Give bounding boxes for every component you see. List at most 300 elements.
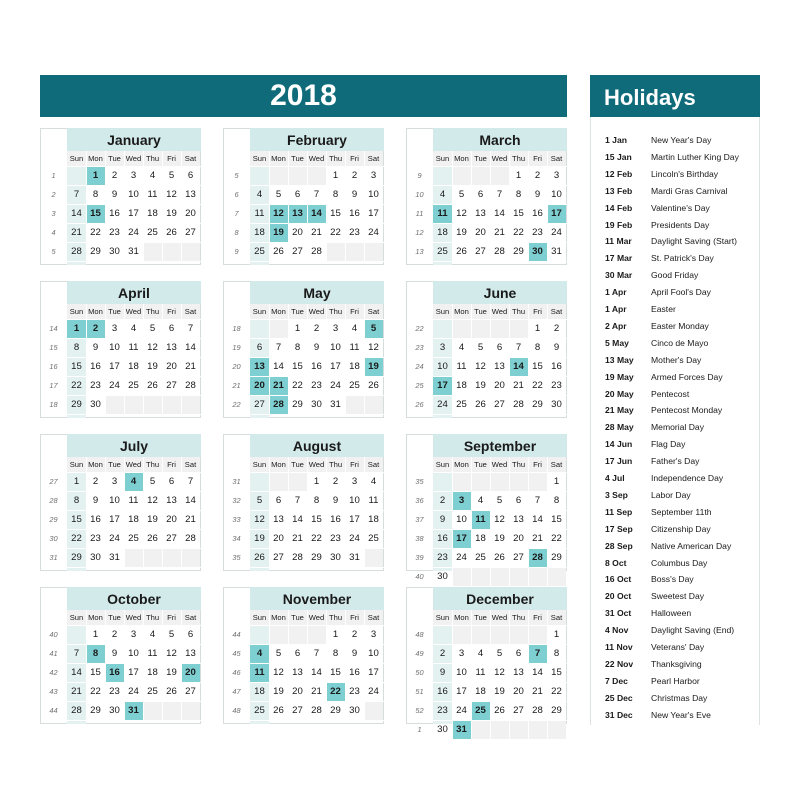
highlighted-day-cell[interactable]: 8 (86, 644, 105, 663)
day-cell[interactable]: 16 (437, 533, 448, 544)
day-cell[interactable]: 2 (351, 629, 358, 640)
day-cell[interactable]: 24 (349, 533, 360, 544)
day-cell[interactable]: 16 (330, 514, 341, 525)
day-cell[interactable]: 30 (330, 552, 341, 563)
day-cell[interactable]: 30 (90, 552, 101, 563)
day-cell[interactable]: 4 (477, 495, 484, 506)
day-cell[interactable]: 7 (313, 189, 320, 200)
highlighted-day-cell[interactable]: 19 (269, 223, 288, 242)
day-cell[interactable]: 6 (515, 648, 522, 659)
day-cell[interactable]: 25 (128, 533, 139, 544)
day-cell[interactable]: 9 (111, 648, 118, 659)
day-cell[interactable]: 1 (553, 476, 560, 487)
day-cell[interactable]: 10 (368, 189, 379, 200)
day-cell[interactable]: 17 (128, 208, 139, 219)
day-cell[interactable]: 14 (532, 667, 543, 678)
day-cell[interactable]: 8 (73, 495, 80, 506)
day-cell[interactable]: 2 (439, 495, 446, 506)
highlighted-day-cell[interactable]: 28 (269, 395, 288, 414)
day-cell[interactable]: 24 (128, 686, 139, 697)
day-cell[interactable]: 19 (273, 686, 284, 697)
day-cell[interactable]: 27 (513, 705, 524, 716)
day-cell[interactable]: 5 (149, 323, 156, 334)
day-cell[interactable]: 25 (368, 533, 379, 544)
day-cell[interactable]: 10 (330, 342, 341, 353)
day-cell[interactable]: 10 (456, 514, 467, 525)
day-cell[interactable]: 22 (292, 380, 303, 391)
day-cell[interactable]: 6 (256, 342, 263, 353)
day-cell[interactable]: 3 (332, 323, 339, 334)
day-cell[interactable]: 24 (456, 552, 467, 563)
day-cell[interactable]: 21 (71, 686, 82, 697)
day-cell[interactable]: 21 (532, 686, 543, 697)
day-cell[interactable]: 10 (551, 189, 562, 200)
highlighted-day-cell[interactable]: 20 (181, 663, 200, 682)
day-cell[interactable]: 15 (330, 208, 341, 219)
highlighted-day-cell[interactable]: 22 (326, 682, 345, 701)
day-cell[interactable]: 28 (292, 552, 303, 563)
day-cell[interactable]: 1 (294, 323, 301, 334)
day-cell[interactable]: 14 (494, 208, 505, 219)
day-cell[interactable]: 19 (494, 686, 505, 697)
day-cell[interactable]: 12 (147, 495, 158, 506)
day-cell[interactable]: 22 (330, 227, 341, 238)
day-cell[interactable]: 27 (273, 552, 284, 563)
day-cell[interactable]: 30 (311, 399, 322, 410)
day-cell[interactable]: 17 (368, 667, 379, 678)
day-cell[interactable]: 7 (73, 189, 80, 200)
day-cell[interactable]: 17 (128, 667, 139, 678)
day-cell[interactable]: 8 (534, 342, 541, 353)
day-cell[interactable]: 28 (185, 380, 196, 391)
day-cell[interactable]: 8 (515, 189, 522, 200)
day-cell[interactable]: 20 (273, 533, 284, 544)
day-cell[interactable]: 22 (551, 533, 562, 544)
day-cell[interactable]: 8 (553, 648, 560, 659)
day-cell[interactable]: 28 (311, 705, 322, 716)
day-cell[interactable]: 24 (368, 686, 379, 697)
day-cell[interactable]: 21 (532, 533, 543, 544)
day-cell[interactable]: 2 (351, 170, 358, 181)
day-cell[interactable]: 10 (109, 342, 120, 353)
day-cell[interactable]: 30 (437, 571, 448, 582)
day-cell[interactable]: 5 (477, 342, 484, 353)
day-cell[interactable]: 17 (109, 514, 120, 525)
day-cell[interactable]: 25 (147, 227, 158, 238)
day-cell[interactable]: 20 (166, 361, 177, 372)
highlighted-day-cell[interactable]: 25 (471, 701, 490, 720)
day-cell[interactable]: 2 (111, 629, 118, 640)
day-cell[interactable]: 12 (368, 342, 379, 353)
day-cell[interactable]: 13 (185, 189, 196, 200)
day-cell[interactable]: 20 (185, 208, 196, 219)
day-cell[interactable]: 7 (515, 342, 522, 353)
day-cell[interactable]: 26 (456, 246, 467, 257)
day-cell[interactable]: 17 (349, 514, 360, 525)
day-cell[interactable]: 3 (130, 629, 137, 640)
day-cell[interactable]: 7 (275, 342, 282, 353)
day-cell[interactable]: 24 (109, 533, 120, 544)
day-cell[interactable]: 18 (147, 208, 158, 219)
day-cell[interactable]: 19 (475, 380, 486, 391)
day-cell[interactable]: 19 (254, 533, 265, 544)
day-cell[interactable]: 2 (332, 476, 339, 487)
day-cell[interactable]: 14 (71, 667, 82, 678)
day-cell[interactable]: 1 (553, 629, 560, 640)
day-cell[interactable]: 9 (92, 342, 99, 353)
day-cell[interactable]: 7 (187, 323, 194, 334)
day-cell[interactable]: 27 (494, 399, 505, 410)
day-cell[interactable]: 17 (330, 361, 341, 372)
day-cell[interactable]: 11 (147, 189, 158, 200)
day-cell[interactable]: 13 (513, 667, 524, 678)
day-cell[interactable]: 18 (128, 514, 139, 525)
day-cell[interactable]: 15 (311, 514, 322, 525)
day-cell[interactable]: 13 (166, 342, 177, 353)
day-cell[interactable]: 4 (149, 170, 156, 181)
day-cell[interactable]: 12 (456, 208, 467, 219)
day-cell[interactable]: 29 (90, 246, 101, 257)
day-cell[interactable]: 30 (551, 399, 562, 410)
day-cell[interactable]: 5 (256, 495, 263, 506)
day-cell[interactable]: 16 (437, 686, 448, 697)
day-cell[interactable]: 6 (294, 189, 301, 200)
day-cell[interactable]: 30 (109, 246, 120, 257)
day-cell[interactable]: 16 (109, 208, 120, 219)
day-cell[interactable]: 6 (477, 189, 484, 200)
day-cell[interactable]: 3 (553, 170, 560, 181)
day-cell[interactable]: 21 (71, 227, 82, 238)
day-cell[interactable]: 12 (494, 667, 505, 678)
day-cell[interactable]: 14 (185, 495, 196, 506)
day-cell[interactable]: 6 (187, 629, 194, 640)
day-cell[interactable]: 10 (456, 667, 467, 678)
day-cell[interactable]: 11 (349, 342, 360, 353)
day-cell[interactable]: 12 (273, 667, 284, 678)
day-cell[interactable]: 14 (185, 342, 196, 353)
day-cell[interactable]: 17 (456, 686, 467, 697)
day-cell[interactable]: 13 (273, 514, 284, 525)
highlighted-day-cell[interactable]: 11 (471, 510, 490, 529)
day-cell[interactable]: 22 (311, 533, 322, 544)
day-cell[interactable]: 5 (168, 629, 175, 640)
day-cell[interactable]: 24 (437, 399, 448, 410)
day-cell[interactable]: 28 (185, 533, 196, 544)
day-cell[interactable]: 9 (92, 495, 99, 506)
day-cell[interactable]: 18 (254, 686, 265, 697)
day-cell[interactable]: 16 (90, 361, 101, 372)
highlighted-day-cell[interactable]: 7 (528, 644, 547, 663)
day-cell[interactable]: 25 (254, 705, 265, 716)
day-cell[interactable]: 9 (553, 342, 560, 353)
day-cell[interactable]: 9 (534, 189, 541, 200)
day-cell[interactable]: 15 (292, 361, 303, 372)
day-cell[interactable]: 19 (147, 514, 158, 525)
day-cell[interactable]: 23 (330, 533, 341, 544)
day-cell[interactable]: 8 (313, 495, 320, 506)
highlighted-day-cell[interactable]: 17 (452, 529, 471, 548)
day-cell[interactable]: 31 (109, 552, 120, 563)
day-cell[interactable]: 15 (551, 514, 562, 525)
day-cell[interactable]: 14 (311, 667, 322, 678)
day-cell[interactable]: 3 (439, 342, 446, 353)
day-cell[interactable]: 8 (332, 648, 339, 659)
day-cell[interactable]: 26 (254, 552, 265, 563)
day-cell[interactable]: 19 (456, 227, 467, 238)
highlighted-day-cell[interactable]: 30 (528, 242, 547, 261)
day-cell[interactable]: 2 (553, 323, 560, 334)
day-cell[interactable]: 21 (494, 227, 505, 238)
day-cell[interactable]: 5 (275, 648, 282, 659)
day-cell[interactable]: 29 (90, 705, 101, 716)
day-cell[interactable]: 15 (513, 208, 524, 219)
day-cell[interactable]: 23 (109, 686, 120, 697)
day-cell[interactable]: 26 (494, 552, 505, 563)
day-cell[interactable]: 27 (254, 399, 265, 410)
day-cell[interactable]: 15 (551, 667, 562, 678)
highlighted-day-cell[interactable]: 19 (364, 357, 383, 376)
highlighted-day-cell[interactable]: 4 (124, 472, 143, 491)
day-cell[interactable]: 3 (111, 323, 118, 334)
day-cell[interactable]: 11 (254, 208, 265, 219)
day-cell[interactable]: 27 (166, 533, 177, 544)
day-cell[interactable]: 7 (313, 648, 320, 659)
day-cell[interactable]: 1 (332, 170, 339, 181)
day-cell[interactable]: 4 (351, 323, 358, 334)
day-cell[interactable]: 23 (311, 380, 322, 391)
highlighted-day-cell[interactable]: 17 (547, 204, 566, 223)
day-cell[interactable]: 30 (90, 399, 101, 410)
day-cell[interactable]: 8 (332, 189, 339, 200)
day-cell[interactable]: 25 (254, 246, 265, 257)
highlighted-day-cell[interactable]: 5 (364, 319, 383, 338)
day-cell[interactable]: 5 (149, 476, 156, 487)
day-cell[interactable]: 12 (166, 648, 177, 659)
day-cell[interactable]: 14 (532, 514, 543, 525)
day-cell[interactable]: 18 (368, 514, 379, 525)
day-cell[interactable]: 3 (458, 648, 465, 659)
day-cell[interactable]: 19 (166, 208, 177, 219)
day-cell[interactable]: 21 (292, 533, 303, 544)
day-cell[interactable]: 12 (475, 361, 486, 372)
day-cell[interactable]: 4 (130, 323, 137, 334)
day-cell[interactable]: 29 (513, 246, 524, 257)
day-cell[interactable]: 6 (496, 342, 503, 353)
day-cell[interactable]: 21 (185, 514, 196, 525)
day-cell[interactable]: 13 (475, 208, 486, 219)
day-cell[interactable]: 26 (368, 380, 379, 391)
day-cell[interactable]: 31 (551, 246, 562, 257)
day-cell[interactable]: 13 (292, 667, 303, 678)
day-cell[interactable]: 11 (368, 495, 379, 506)
day-cell[interactable]: 12 (166, 189, 177, 200)
day-cell[interactable]: 21 (513, 380, 524, 391)
day-cell[interactable]: 2 (92, 476, 99, 487)
day-cell[interactable]: 25 (475, 552, 486, 563)
day-cell[interactable]: 6 (168, 323, 175, 334)
highlighted-day-cell[interactable]: 21 (269, 376, 288, 395)
day-cell[interactable]: 28 (494, 246, 505, 257)
day-cell[interactable]: 18 (147, 667, 158, 678)
day-cell[interactable]: 22 (71, 533, 82, 544)
day-cell[interactable]: 29 (551, 705, 562, 716)
day-cell[interactable]: 28 (532, 705, 543, 716)
day-cell[interactable]: 11 (475, 667, 486, 678)
day-cell[interactable]: 23 (437, 705, 448, 716)
day-cell[interactable]: 15 (90, 667, 101, 678)
day-cell[interactable]: 3 (351, 476, 358, 487)
day-cell[interactable]: 7 (496, 189, 503, 200)
day-cell[interactable]: 23 (90, 380, 101, 391)
day-cell[interactable]: 4 (149, 629, 156, 640)
highlighted-day-cell[interactable]: 1 (86, 166, 105, 185)
day-cell[interactable]: 9 (313, 342, 320, 353)
day-cell[interactable]: 6 (515, 495, 522, 506)
day-cell[interactable]: 25 (437, 246, 448, 257)
day-cell[interactable]: 24 (128, 227, 139, 238)
day-cell[interactable]: 18 (254, 227, 265, 238)
highlighted-day-cell[interactable]: 15 (86, 204, 105, 223)
day-cell[interactable]: 25 (456, 399, 467, 410)
highlighted-day-cell[interactable]: 16 (105, 663, 124, 682)
day-cell[interactable]: 6 (275, 495, 282, 506)
day-cell[interactable]: 23 (109, 227, 120, 238)
day-cell[interactable]: 9 (439, 514, 446, 525)
day-cell[interactable]: 18 (128, 361, 139, 372)
day-cell[interactable]: 19 (494, 533, 505, 544)
day-cell[interactable]: 20 (494, 380, 505, 391)
day-cell[interactable]: 20 (292, 686, 303, 697)
day-cell[interactable]: 2 (439, 648, 446, 659)
day-cell[interactable]: 12 (147, 342, 158, 353)
day-cell[interactable]: 27 (475, 246, 486, 257)
day-cell[interactable]: 7 (73, 648, 80, 659)
day-cell[interactable]: 24 (109, 380, 120, 391)
day-cell[interactable]: 23 (349, 686, 360, 697)
day-cell[interactable]: 5 (496, 495, 503, 506)
highlighted-day-cell[interactable]: 11 (433, 204, 452, 223)
day-cell[interactable]: 23 (437, 552, 448, 563)
day-cell[interactable]: 10 (368, 648, 379, 659)
day-cell[interactable]: 8 (92, 189, 99, 200)
highlighted-day-cell[interactable]: 20 (250, 376, 269, 395)
highlighted-day-cell[interactable]: 2 (86, 319, 105, 338)
day-cell[interactable]: 11 (147, 648, 158, 659)
day-cell[interactable]: 10 (128, 189, 139, 200)
day-cell[interactable]: 28 (311, 246, 322, 257)
day-cell[interactable]: 27 (513, 552, 524, 563)
day-cell[interactable]: 6 (187, 170, 194, 181)
highlighted-day-cell[interactable]: 17 (433, 376, 452, 395)
day-cell[interactable]: 27 (166, 380, 177, 391)
day-cell[interactable]: 14 (292, 514, 303, 525)
day-cell[interactable]: 18 (475, 533, 486, 544)
day-cell[interactable]: 11 (128, 342, 139, 353)
day-cell[interactable]: 29 (311, 552, 322, 563)
day-cell[interactable]: 25 (147, 686, 158, 697)
day-cell[interactable]: 14 (71, 208, 82, 219)
day-cell[interactable]: 9 (111, 189, 118, 200)
highlighted-day-cell[interactable]: 13 (288, 204, 307, 223)
day-cell[interactable]: 17 (109, 361, 120, 372)
day-cell[interactable]: 29 (71, 552, 82, 563)
day-cell[interactable]: 1 (92, 629, 99, 640)
day-cell[interactable]: 18 (437, 227, 448, 238)
day-cell[interactable]: 24 (368, 227, 379, 238)
day-cell[interactable]: 10 (128, 648, 139, 659)
day-cell[interactable]: 30 (109, 705, 120, 716)
day-cell[interactable]: 12 (254, 514, 265, 525)
day-cell[interactable]: 22 (551, 686, 562, 697)
day-cell[interactable]: 4 (439, 189, 446, 200)
day-cell[interactable]: 16 (551, 361, 562, 372)
highlighted-day-cell[interactable]: 14 (307, 204, 326, 223)
day-cell[interactable]: 4 (256, 189, 263, 200)
day-cell[interactable]: 1 (534, 323, 541, 334)
highlighted-day-cell[interactable]: 12 (269, 204, 288, 223)
day-cell[interactable]: 27 (292, 246, 303, 257)
day-cell[interactable]: 3 (370, 170, 377, 181)
day-cell[interactable]: 26 (166, 227, 177, 238)
day-cell[interactable]: 6 (168, 476, 175, 487)
highlighted-day-cell[interactable]: 28 (528, 548, 547, 567)
day-cell[interactable]: 13 (494, 361, 505, 372)
day-cell[interactable]: 4 (458, 342, 465, 353)
day-cell[interactable]: 1 (515, 170, 522, 181)
day-cell[interactable]: 30 (437, 724, 448, 735)
day-cell[interactable]: 28 (71, 705, 82, 716)
day-cell[interactable]: 23 (551, 380, 562, 391)
day-cell[interactable]: 7 (294, 495, 301, 506)
highlighted-day-cell[interactable]: 1 (67, 319, 86, 338)
day-cell[interactable]: 22 (71, 380, 82, 391)
day-cell[interactable]: 2 (534, 170, 541, 181)
day-cell[interactable]: 26 (147, 533, 158, 544)
day-cell[interactable]: 3 (370, 629, 377, 640)
day-cell[interactable]: 18 (456, 380, 467, 391)
day-cell[interactable]: 26 (494, 705, 505, 716)
day-cell[interactable]: 29 (292, 399, 303, 410)
day-cell[interactable]: 25 (349, 380, 360, 391)
day-cell[interactable]: 7 (534, 495, 541, 506)
day-cell[interactable]: 1 (313, 476, 320, 487)
day-cell[interactable]: 3 (130, 170, 137, 181)
day-cell[interactable]: 25 (128, 380, 139, 391)
day-cell[interactable]: 19 (166, 667, 177, 678)
day-cell[interactable]: 9 (332, 495, 339, 506)
day-cell[interactable]: 9 (439, 667, 446, 678)
day-cell[interactable]: 15 (71, 514, 82, 525)
day-cell[interactable]: 18 (475, 686, 486, 697)
day-cell[interactable]: 13 (166, 495, 177, 506)
day-cell[interactable]: 26 (147, 380, 158, 391)
day-cell[interactable]: 16 (532, 208, 543, 219)
day-cell[interactable]: 2 (111, 170, 118, 181)
day-cell[interactable]: 22 (532, 380, 543, 391)
day-cell[interactable]: 22 (90, 227, 101, 238)
day-cell[interactable]: 29 (71, 399, 82, 410)
day-cell[interactable]: 26 (273, 246, 284, 257)
day-cell[interactable]: 14 (273, 361, 284, 372)
day-cell[interactable]: 5 (168, 170, 175, 181)
day-cell[interactable]: 20 (292, 227, 303, 238)
highlighted-day-cell[interactable]: 11 (250, 663, 269, 682)
highlighted-day-cell[interactable]: 4 (250, 644, 269, 663)
day-cell[interactable]: 10 (349, 495, 360, 506)
day-cell[interactable]: 15 (330, 667, 341, 678)
day-cell[interactable]: 13 (185, 648, 196, 659)
day-cell[interactable]: 27 (185, 227, 196, 238)
